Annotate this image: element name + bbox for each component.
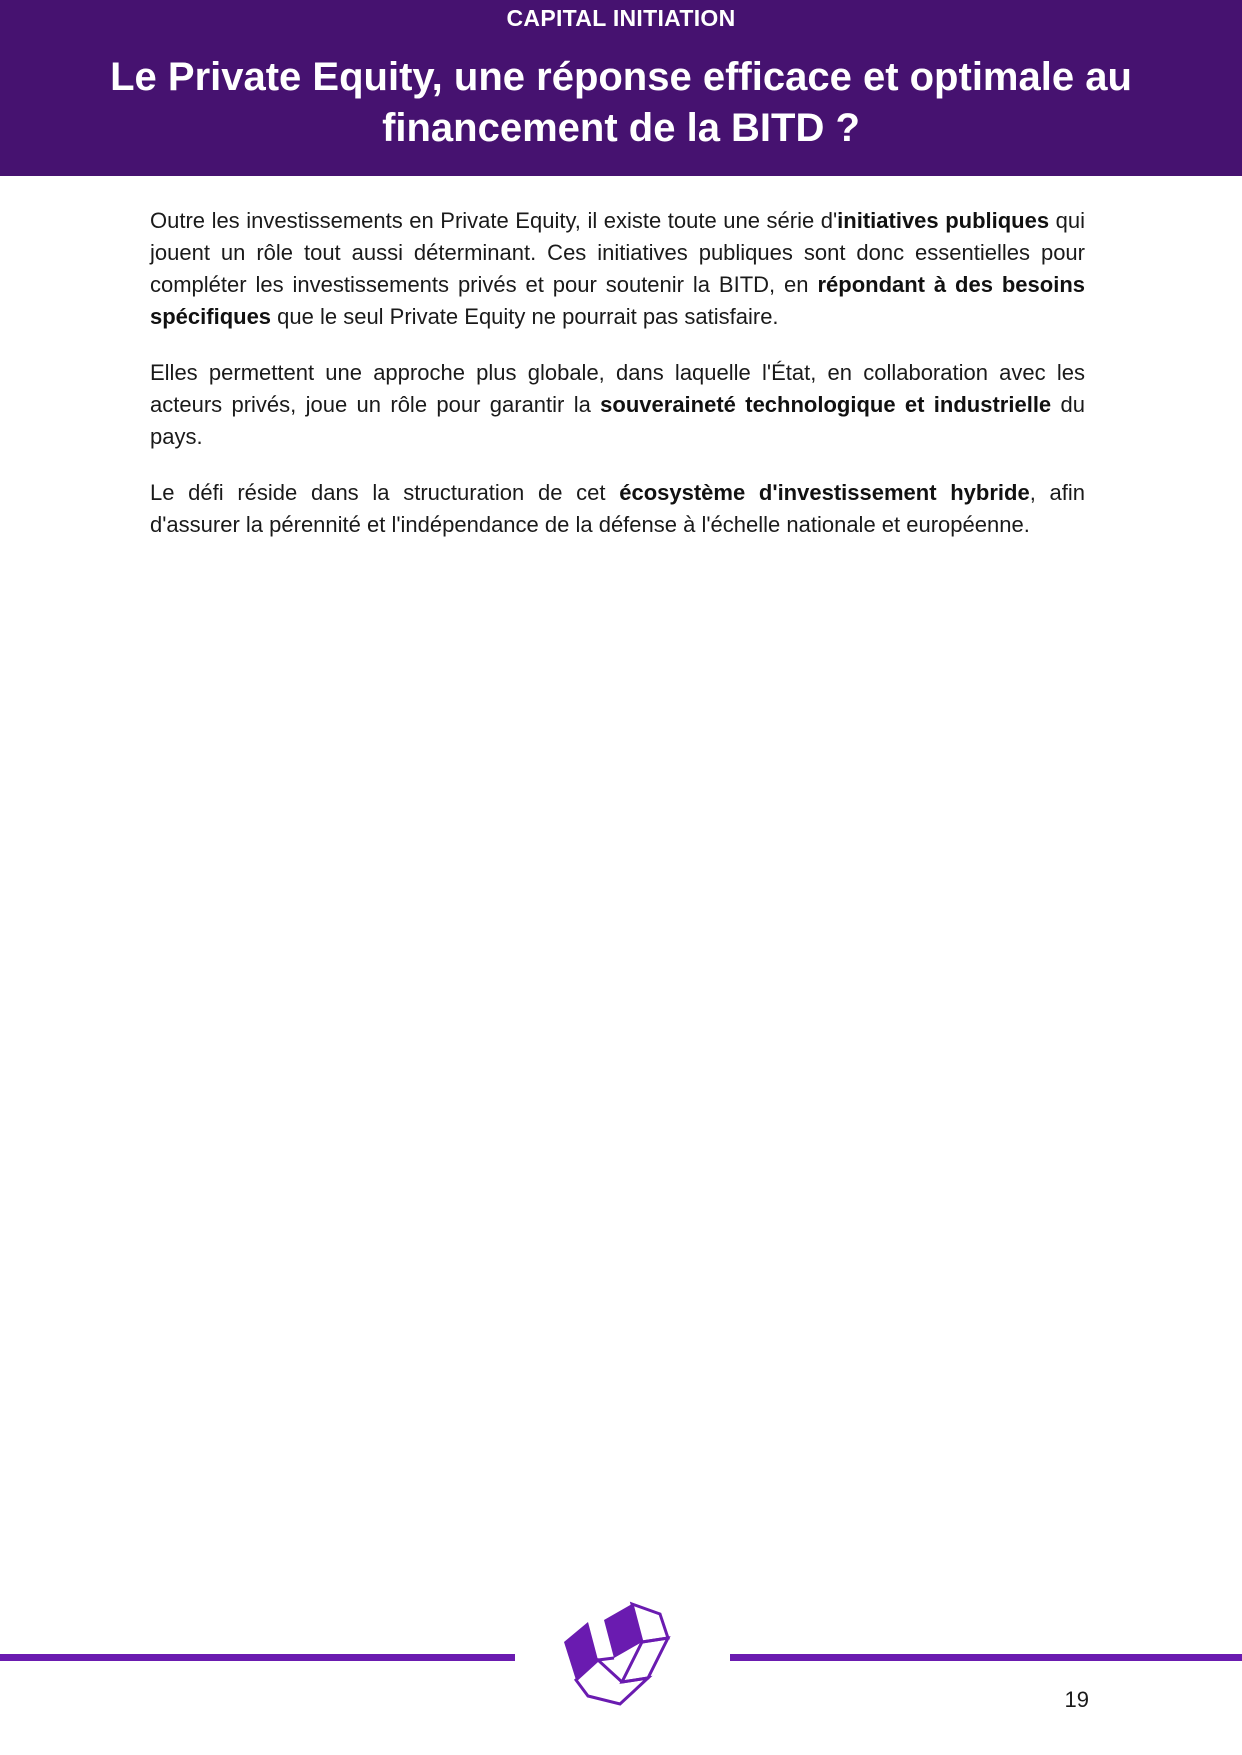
page-header [0,0,1242,176]
paragraph-3-bold-a: écosystème d'investissement hybride [619,480,1030,505]
page-title [40,52,1202,154]
paragraph-1-text-a: Outre les investissements en Private Equity, il existe toute une série d' [150,208,838,233]
paragraph-1-text-c: que le seul Private Equity ne pourrait pas satisfaire. [271,304,779,329]
paragraph-1 [150,205,1085,333]
footer-rule-left [0,1654,515,1661]
paragraph-2-text-b: du pays. [150,392,1085,449]
body-text [150,205,1085,565]
paragraph-3-text-b: , afin d'assurer la pérennité et l'indépendance de la défense à l'échelle nationale et européenne. [150,480,1085,537]
paragraph-2-bold-a: souveraineté technologique et industrielle [600,392,1052,417]
page-number: 19 [1064,1687,1089,1712]
brand-name: CAPITAL INITIATION [506,5,736,31]
paragraph-1-bold-b: répondant à des besoins spécifiques [150,272,1086,329]
page-title-line2: financement de la BITD ? [382,106,860,150]
paragraph-1-text-b: qui jouent un rôle tout aussi déterminant. Ces initiatives publiques sont donc essentielles pour compléter les investissements privés et pour soutenir la BITD, en [150,208,1085,297]
footer-rule-right [730,1654,1242,1661]
page-title-line1: Le Private Equity, une réponse efficace et optimale au [110,55,1132,99]
paragraph-2-text-a: Elles permettent une approche plus globale, dans laquelle l'État, en collaboration avec les acteurs privés, joue un rôle pour garantir la [150,360,1085,417]
paragraph-3-text-a: Le défi réside dans la structuration de cet [150,480,620,505]
paragraph-3 [150,477,1085,541]
cube-logo-icon [560,1600,685,1710]
paragraph-1-bold-a: initiatives publiques [837,208,1050,233]
paragraph-2 [150,357,1085,453]
